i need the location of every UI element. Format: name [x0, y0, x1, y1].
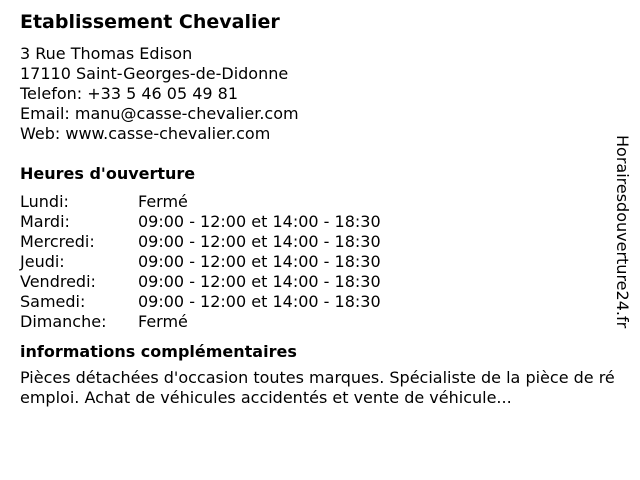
hours-table	[20, 192, 610, 332]
day-hours: 09:00 - 12:00 et 14:00 - 18:30	[138, 212, 381, 231]
day-hours: 09:00 - 12:00 et 14:00 - 18:30	[138, 292, 381, 311]
hours-heading: Heures d'ouverture	[20, 164, 196, 183]
info-description: Pièces détachées d'occasion toutes marques. Spécialiste de la pièce de réemploi. Achat de véhicules accidentés et vente de véhicule...	[20, 368, 615, 407]
hours-row-friday	[20, 272, 610, 292]
day-label: Samedi:	[20, 292, 86, 311]
day-hours: 09:00 - 12:00 et 14:00 - 18:30	[138, 272, 381, 291]
day-label: Lundi:	[20, 192, 69, 211]
business-name: Etablissement Chevalier	[20, 11, 280, 33]
day-hours: 09:00 - 12:00 et 14:00 - 18:30	[138, 232, 381, 251]
email-line: Email: manu@casse-chevalier.com	[20, 104, 299, 123]
hours-row-monday	[20, 192, 610, 212]
day-hours: 09:00 - 12:00 et 14:00 - 18:30	[138, 252, 381, 271]
contact-block	[20, 44, 610, 144]
city-address: 17110 Saint-Georges-de-Didonne	[20, 64, 289, 83]
hours-row-sunday	[20, 312, 610, 332]
web-line: Web: www.casse-chevalier.com	[20, 124, 271, 143]
phone-line: Telefon: +33 5 46 05 49 81	[20, 84, 239, 103]
info-heading: informations complémentaires	[20, 342, 297, 361]
hours-row-saturday	[20, 292, 610, 312]
day-label: Jeudi:	[20, 252, 65, 271]
day-label: Vendredi:	[20, 272, 96, 291]
day-label: Mercredi:	[20, 232, 95, 251]
day-label: Dimanche:	[20, 312, 107, 331]
watermark-text: Horairesdouverture24.fr	[613, 135, 632, 329]
business-card	[20, 10, 615, 408]
hours-row-tuesday	[20, 212, 610, 232]
hours-row-thursday	[20, 252, 610, 272]
street-address: 3 Rue Thomas Edison	[20, 44, 193, 63]
day-hours: Fermé	[138, 192, 188, 211]
day-hours: Fermé	[138, 312, 188, 331]
day-label: Mardi:	[20, 212, 70, 231]
watermark	[612, 135, 632, 345]
hours-row-wednesday	[20, 232, 610, 252]
